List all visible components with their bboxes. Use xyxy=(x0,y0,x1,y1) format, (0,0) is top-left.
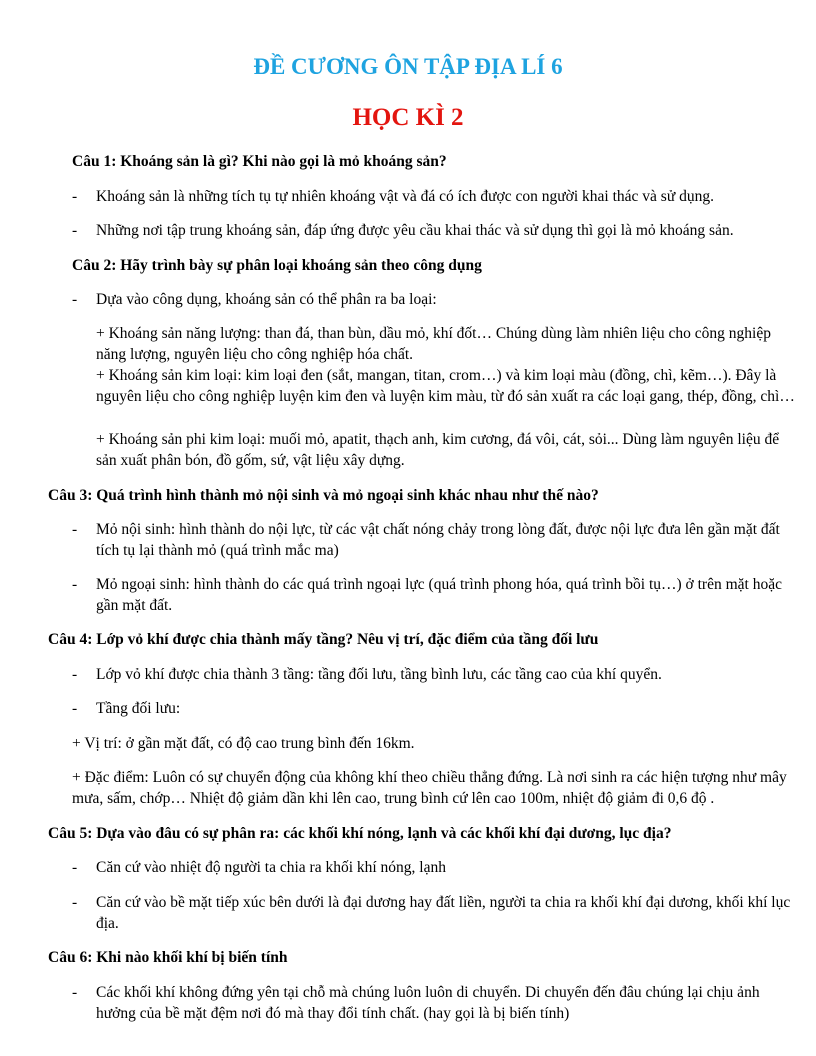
bullet-dash: - xyxy=(72,700,78,717)
question-2-heading: Câu 2: Hãy trình bày sự phân loại khoáng sản theo công dụng xyxy=(72,257,482,274)
question-2-item-3: + Khoáng sản phi kim loại: muối mỏ, apatit, thạch anh, kim cương, đá vôi, cát, sỏi... Dùng làm nguyên liệu để sản xuất phân bón, đồ gốm, sứ, vật liệu xây dựng. xyxy=(96,431,780,469)
bullet-text: Mỏ nội sinh: hình thành do nội lực, từ các vật chất nóng chảy trong lòng đất, được nội lực đưa lên gần mặt đất tích tụ lại thành mỏ (quá trình mắc ma) xyxy=(96,521,780,559)
question-4-bullet-2 xyxy=(72,698,802,719)
bullet-text: Lớp vỏ khí được chia thành 3 tầng: tầng đối lưu, tầng bình lưu, các tầng cao của khí quyển. xyxy=(96,666,662,683)
bullet-dash: - xyxy=(72,188,78,205)
question-2-item-2: + Khoáng sản kim loại: kim loại đen (sắt, mangan, titan, crom…) và kim loại màu (đồng, chì, kẽm…). Đây là nguyên liệu cho công nghiệp luyện kim đen và luyện kim màu, từ đó sản xuất ra các loại gang, thép, đồng, chì… xyxy=(96,367,795,405)
question-4-item-1: + Vị trí: ở gần mặt đất, có độ cao trung bình đến 16km. xyxy=(72,735,415,752)
question-5-heading: Câu 5: Dựa vào đâu có sự phân ra: các khối khí nóng, lạnh và các khối khí đại dương, lục địa? xyxy=(48,825,672,842)
bullet-dash: - xyxy=(72,666,78,683)
bullet-text: Khoáng sản là những tích tụ tự nhiên khoáng vật và đá có ích được con người khai thác và sử dụng. xyxy=(96,188,714,205)
bullet-text: Mỏ ngoại sinh: hình thành do các quá trình ngoại lực (quá trình phong hóa, quá trình bồi tụ…) ở trên mặt hoặc gần mặt đất. xyxy=(96,576,782,614)
bullet-dash: - xyxy=(72,576,78,593)
bullet-text: Các khối khí không đứng yên tại chỗ mà chúng luôn luôn di chuyển. Di chuyển đến đâu chúng lại chịu ảnh hưởng của bề mặt đệm nơi đó mà thay đổi tính chất. (hay gọi là bị biến tính) xyxy=(96,984,760,1022)
document-title: ĐỀ CƯƠNG ÔN TẬP ĐỊA LÍ 6 xyxy=(253,54,563,79)
bullet-text: Những nơi tập trung khoáng sản, đáp ứng được yêu cầu khai thác và sử dụng thì gọi là mỏ khoáng sản. xyxy=(96,222,734,239)
question-2-bullet-1 xyxy=(72,289,802,310)
bullet-text: Tầng đối lưu: xyxy=(96,700,181,717)
bullet-text: Dựa vào công dụng, khoáng sản có thể phân ra ba loại: xyxy=(96,291,437,308)
bullet-dash: - xyxy=(72,222,78,239)
question-1-bullet-2 xyxy=(72,220,802,241)
question-1-heading: Câu 1: Khoáng sản là gì? Khi nào gọi là mỏ khoáng sản? xyxy=(72,153,447,170)
bullet-text: Căn cứ vào bề mặt tiếp xúc bên dưới là đại dương hay đất liền, người ta chia ra khối khí đại dương, khối khí lục địa. xyxy=(96,894,791,932)
question-3-bullet-2 xyxy=(72,574,802,616)
question-2-item-1: + Khoáng sản năng lượng: than đá, than bùn, dầu mỏ, khí đốt… Chúng dùng làm nhiên liệu cho công nghiệp năng lượng, nguyên liệu cho công nghiệp hóa chất. xyxy=(96,325,771,363)
bullet-dash: - xyxy=(72,291,78,308)
question-6-heading: Câu 6: Khi nào khối khí bị biến tính xyxy=(48,949,288,966)
bullet-dash: - xyxy=(72,984,78,1001)
question-5-bullet-2 xyxy=(72,892,802,934)
question-5-bullet-1 xyxy=(72,857,802,878)
bullet-dash: - xyxy=(72,521,78,538)
bullet-text: Căn cứ vào nhiệt độ người ta chia ra khối khí nóng, lạnh xyxy=(96,859,446,876)
document-subtitle: HỌC KÌ 2 xyxy=(352,104,464,131)
question-4-item-2: + Đặc điểm: Luôn có sự chuyển động của không khí theo chiều thẳng đứng. Là nơi sinh ra các hiện tượng như mây mưa, sấm, chớp… Nhiệt độ giảm dần khi lên cao, trung bình cứ lên cao 100m, nhiệt độ giảm đi 0,6 độ . xyxy=(72,769,787,807)
question-4-heading: Câu 4: Lớp vỏ khí được chia thành mấy tầng? Nêu vị trí, đặc điểm của tầng đối lưu xyxy=(48,631,599,648)
question-6-bullet-1 xyxy=(72,982,802,1024)
bullet-dash: - xyxy=(72,894,78,911)
question-4-bullet-1 xyxy=(72,664,802,685)
question-3-bullet-1 xyxy=(72,519,802,561)
question-1-bullet-1 xyxy=(72,186,802,207)
bullet-dash: - xyxy=(72,859,78,876)
question-3-heading: Câu 3: Quá trình hình thành mỏ nội sinh và mỏ ngoại sinh khác nhau như thế nào? xyxy=(48,487,599,504)
